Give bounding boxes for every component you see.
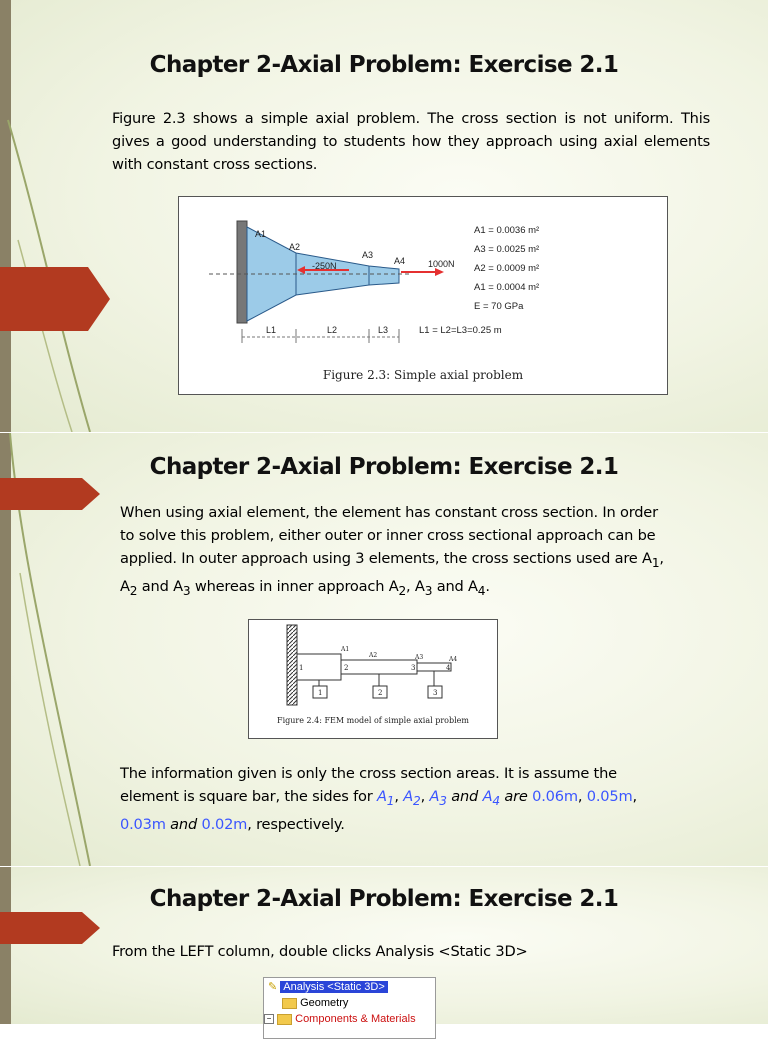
tree-item-components-label: Components & Materials <box>295 1013 416 1025</box>
label-load-mid: -250N <box>312 261 337 271</box>
label-a2: A2 <box>289 242 301 252</box>
intro-text: Figure 2.3 shows a simple axial problem. The cross section is not uniform. This gives a good understanding to students how they approach using axial elements with constant cross sections. <box>112 110 710 173</box>
label-a3: A3 <box>415 654 424 661</box>
instruction-paragraph <box>112 940 712 963</box>
tree-item-analysis[interactable] <box>268 980 388 995</box>
node-4: 4 <box>446 664 451 672</box>
element-3: 3 <box>433 689 438 697</box>
pencil-icon: ✎ <box>268 981 278 993</box>
pentagon-arrow-shape <box>0 912 100 944</box>
slide-title: Chapter 2-Axial Problem: Exercise 2.1 <box>149 52 619 78</box>
pentagon-arrow-shape <box>0 267 110 331</box>
property-4: A1 = 0.0004 m² <box>474 282 540 293</box>
slide-title: Chapter 2-Axial Problem: Exercise 2.1 <box>149 454 619 480</box>
approach-line-4: $A_2$ and $A_3$ whereas in inner approach $A_2$, $A_3$ and $A_4$. <box>120 577 490 598</box>
approach-line-1: When using axial element, the element has constant cross section. In order <box>120 504 658 521</box>
property-2: A3 = 0.0025 m² <box>474 244 540 255</box>
tree-item-geometry[interactable] <box>282 996 348 1011</box>
figure-2-4-caption: Figure 2.4: FEM model of simple axial problem <box>277 716 469 725</box>
label-load-end: 1000N <box>428 259 455 269</box>
label-l3: L3 <box>378 325 389 335</box>
collapse-icon[interactable]: − <box>264 1014 274 1024</box>
analysis-tree-panel <box>263 977 436 1039</box>
info-paragraph <box>120 762 718 836</box>
lengths-note: L1 = L2=L3=0.25 m <box>419 325 502 336</box>
property-1: A1 = 0.0036 m² <box>474 225 540 236</box>
label-a3: A3 <box>362 250 374 260</box>
pentagon-arrow-shape <box>0 478 100 510</box>
label-l2: L2 <box>327 325 338 335</box>
node-3: 3 <box>411 664 416 672</box>
info-line-3: 0.03m and 0.02m, respectively. <box>120 815 345 833</box>
folder-icon <box>282 998 297 1009</box>
element-2: 2 <box>378 689 383 697</box>
label-a1: A1 <box>255 229 267 239</box>
tree-item-components[interactable] <box>264 1012 416 1027</box>
figure-2-4 <box>248 619 498 739</box>
label-a4: A4 <box>394 256 406 266</box>
element-1: 1 <box>318 689 323 697</box>
axial-problem-diagram <box>179 197 667 394</box>
label-a1: A1 <box>341 646 350 653</box>
property-5: E = 70 GPa <box>474 301 524 312</box>
figure-2-3-caption: Figure 2.3: Simple axial problem <box>322 368 524 382</box>
instruction-text: From the LEFT column, double clicks Analysis <Static 3D> <box>112 943 528 960</box>
label-a4: A4 <box>449 656 458 663</box>
label-a2: A2 <box>369 652 378 659</box>
property-3: A2 = 0.0009 m² <box>474 263 540 274</box>
approach-line-2: to solve this problem, either outer or inner cross sectional approach can be <box>120 527 656 544</box>
approach-paragraph <box>120 501 710 603</box>
intro-paragraph <box>112 107 710 176</box>
folder-icon <box>277 1014 292 1025</box>
info-line-2: element is square bar, the sides for $A_1$, $A_2$, $A_3$ and $A_4$ are 0.06m, 0.05m, <box>120 788 637 808</box>
info-line-1: The information given is only the cross section areas. It is assume the <box>120 765 617 782</box>
node-1: 1 <box>299 664 304 672</box>
slide-title: Chapter 2-Axial Problem: Exercise 2.1 <box>149 886 619 912</box>
tree-item-geometry-label: Geometry <box>300 997 349 1009</box>
tree-item-analysis-label: Analysis <Static 3D> <box>280 981 388 993</box>
approach-line-3: applied. In outer approach using 3 elements, the cross sections used are $A_1$, <box>120 550 664 570</box>
figure-2-3 <box>178 196 668 395</box>
slide-2 <box>0 433 768 866</box>
slide-1 <box>0 0 768 432</box>
label-l1: L1 <box>266 325 277 335</box>
node-2: 2 <box>344 664 349 672</box>
